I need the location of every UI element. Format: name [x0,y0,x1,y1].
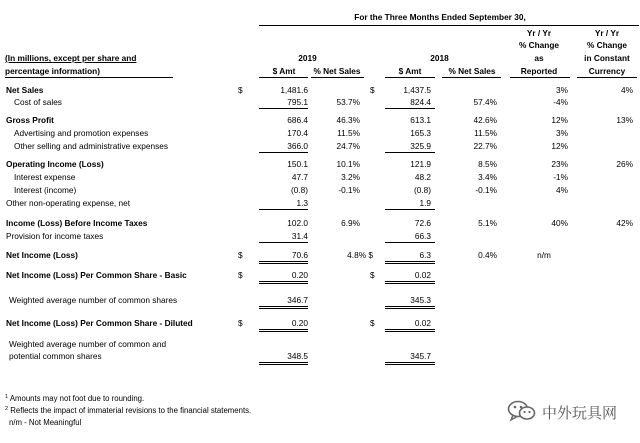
units-note-line2: percentage information) [5,66,100,76]
col-amt-2018: $ Amt [398,66,422,76]
yoy-constant-line1: Yr / Yr [594,28,620,38]
wechat-logo-icon [507,399,537,423]
row-label: Advertising and promotion expenses [14,128,149,138]
footnote-nm [9,418,81,428]
yoy-constant-line2: % Change [586,40,628,50]
row-label: Operating Income (Loss) [6,159,104,169]
row-label: Net Income (Loss) Per Common Share - Basic [6,270,187,280]
yoy-constant: 4% [621,85,633,95]
footnote-text: Reflects the impact of immaterial revisions to the financial statements. [10,406,252,415]
double-underline [259,281,308,282]
pct-2019: 4.8% $ [347,250,373,260]
table-row-cost-of-sales [0,97,640,107]
pct-2018: -0.1% [475,185,497,195]
subtotal-line [385,152,435,153]
table-row-net-sales [0,85,640,95]
double-underline [259,283,308,284]
amt-2018: 48.2 [414,172,431,182]
yoy-reported: -1% [553,172,568,182]
table-row-income-before-taxes [0,218,640,228]
pct-2018: 0.4% [478,250,497,260]
pct-2019: 6.9% [341,218,360,228]
double-underline [385,263,435,264]
yoy-reported: 4% [556,185,568,195]
double-underline [385,281,435,282]
subtotal-line [385,209,435,210]
amt-2019: 0.20 [291,270,308,280]
yoy-constant: 26% [616,159,633,169]
footnote-mark: 2 [5,406,9,412]
amt-2018: 325.9 [410,141,431,151]
yoy-reported-line1: Yr / Yr [526,28,552,38]
amt-2019: 170.4 [287,128,308,138]
watermark [505,398,635,424]
col-underline-yoy-reported [510,77,570,78]
pct-2018: 11.5% [474,128,497,138]
pct-2019: 53.7% [336,97,360,107]
amt-2019: 795.1 [287,97,308,107]
dollar-sign: $ [238,250,243,260]
amt-2018: 824.4 [410,97,431,107]
table-row-other-non-operating [0,198,640,208]
table-row-provision-taxes [0,231,640,241]
pct-2018: 5.1% [478,218,497,228]
subtotal-line [259,242,308,243]
yoy-reported: 23% [551,159,568,169]
yoy-constant: 13% [616,115,633,125]
row-label: Other non-operating expense, net [6,198,131,208]
double-underline [385,283,435,284]
amt-2018: 1,437.5 [403,85,431,95]
yoy-reported-line2: % Change [518,40,560,50]
table-row-eps-basic [0,270,640,280]
row-label: Net Sales [6,85,44,95]
year-2018-heading: 2018 [430,53,449,63]
footnote-text: n/m - Not Meaningful [9,418,82,427]
col-underline-pct-2018 [442,77,501,78]
row-label: Interest (income) [14,185,77,195]
amt-2019: 348.5 [287,351,308,361]
period-heading: For the Three Months Ended September 30, [354,12,526,22]
double-underline [259,364,308,365]
amt-2019: 150.1 [287,159,308,169]
double-underline [385,306,435,307]
col-pct-2018: % Net Sales [448,66,496,76]
amt-2019: 0.20 [291,318,308,328]
pct-2018: 42.6% [473,115,497,125]
yoy-reported: 40% [551,218,568,228]
row-label: Provision for income taxes [6,231,104,241]
yoy-reported: 3% [556,85,568,95]
amt-2019: 366.0 [287,141,308,151]
amt-2019: 1.3 [296,198,308,208]
watermark-text: 中外玩具网 [542,404,618,422]
amt-2018: 1.9 [419,198,431,208]
amt-2019: 686.4 [287,115,308,125]
double-underline [259,329,308,330]
footnote-text: Amounts may not foot due to rounding. [9,394,145,403]
pct-2018: 57.4% [473,97,497,107]
table-row-interest-income [0,185,640,195]
pct-2019: 11.5% [337,128,360,138]
footnote-mark: 1 [5,394,9,400]
yoy-reported: -4% [553,97,568,107]
double-underline [385,261,435,262]
units-note-line1: (In millions, except per share and [5,53,137,63]
double-underline [385,331,435,332]
yoy-reported: 12% [551,141,568,151]
amt-2019: 346.7 [287,295,308,305]
table-row-net-income [0,250,640,260]
units-note-underline [5,77,173,78]
yoy-reported: 3% [556,128,568,138]
amt-2018: 165.3 [410,128,431,138]
amt-2018: (0.8) [413,185,431,195]
table-row-interest-expense [0,172,640,182]
row-label: Interest expense [14,172,76,182]
pct-2019: 3.2% [341,172,360,182]
double-underline [259,263,308,264]
yoy-reported-line4: Reported [520,66,558,76]
yoy-reported-line3: as [534,53,544,63]
year-2019-heading: 2019 [298,53,317,63]
pct-2019: -0.1% [338,185,360,195]
table-row-other-selling [0,141,640,151]
row-label: Income (Loss) Before Income Taxes [6,218,148,228]
dollar-sign: $ [370,85,375,95]
double-underline [385,364,435,365]
yoy-constant: 42% [616,218,633,228]
double-underline [259,306,308,307]
dollar-sign: $ [238,85,243,95]
amt-2019: 47.7 [291,172,308,182]
double-underline [259,362,308,363]
double-underline [259,261,308,262]
dollar-sign: $ [370,270,375,280]
pct-2019: 10.1% [336,159,360,169]
pct-2018: 3.4% [478,172,497,182]
amt-2019: 70.6 [291,250,308,260]
double-underline [259,308,308,309]
pct-2018: 22.7% [473,141,497,151]
subtotal-line [259,209,308,210]
row-label: Weighted average number of common shares [9,295,178,305]
subtotal-line [385,108,435,109]
col-underline-yoy-constant [577,77,637,78]
table-row-weighted-shares [0,295,640,305]
yoy-reported: 12% [551,115,568,125]
amt-2019: 102.0 [287,218,308,228]
amt-2018: 345.3 [410,295,431,305]
row-label-line2: potential common shares [9,351,102,361]
row-label: Other selling and administrative expenses [14,141,169,151]
pct-2019: 24.7% [336,141,360,151]
amt-2018: 121.9 [410,159,431,169]
amt-2018: 345.7 [410,351,431,361]
yoy-reported: n/m [537,250,551,260]
row-label: Net Income (Loss) Per Common Share - Diluted [6,318,193,328]
yoy-constant-line4: Currency [588,66,626,76]
subtotal-line [259,108,308,109]
pct-2018: 8.5% [478,159,497,169]
col-underline-pct-2019 [311,77,364,78]
amt-2019: (0.8) [290,185,308,195]
amt-2018: 0.02 [414,270,431,280]
amt-2018: 613.1 [410,115,431,125]
subtotal-line [385,242,435,243]
row-label: Cost of sales [14,97,62,107]
table-row-advertising [0,128,640,138]
table-row-eps-diluted [0,318,640,328]
table-row-diluted-shares [0,351,640,361]
col-underline-amt-2018 [385,77,435,78]
table-row-operating-income [0,159,640,169]
footnote-1 [5,394,144,404]
period-underline [259,25,639,26]
double-underline [385,362,435,363]
pct-2019: 46.3% [336,115,360,125]
double-underline [385,329,435,330]
footnote-2 [5,406,251,416]
dollar-sign: $ [370,318,375,328]
dollar-sign: $ [238,270,243,280]
double-underline [259,331,308,332]
amt-2018: 66.3 [414,231,431,241]
amt-2018: 72.6 [414,218,431,228]
row-label: Net Income (Loss) [6,250,78,260]
col-pct-2019: % Net Sales [313,66,361,76]
col-amt-2019: $ Amt [272,66,296,76]
subtotal-line [259,152,308,153]
amt-2018: 6.3 [419,250,431,260]
amt-2019: 1,481.6 [280,85,308,95]
row-label-diluted-shares-line1: Weighted average number of common and [9,339,167,349]
double-underline [385,308,435,309]
col-underline-amt-2019 [259,77,308,78]
amt-2019: 31.4 [291,231,308,241]
row-label: Gross Profit [6,115,54,125]
dollar-sign: $ [238,318,243,328]
yoy-constant-line3: in Constant [584,53,630,63]
amt-2018: 0.02 [414,318,431,328]
table-row-gross-profit [0,115,640,125]
